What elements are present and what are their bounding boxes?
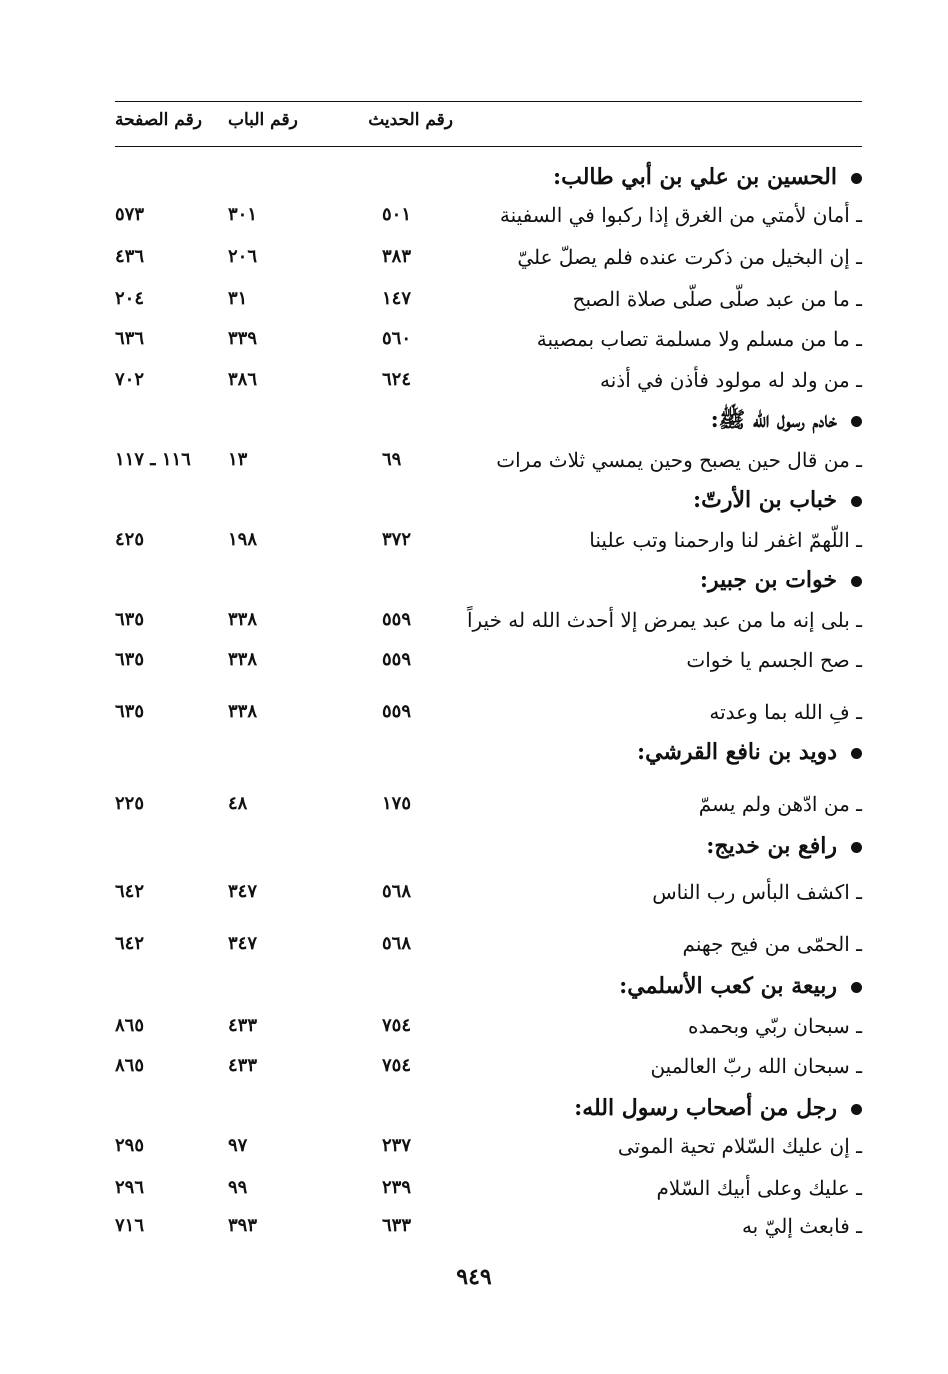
hadith-incipit: ـ أمان لأمتي من الغرق إذا ركبوا في السفينة [499, 203, 862, 227]
page-ref: ٦٣٥ [115, 649, 145, 670]
chapter-number: ٤٣٣ [228, 1055, 258, 1076]
page-ref: ٤٣٦ [115, 246, 145, 267]
hadith-entry [115, 198, 862, 238]
page-ref: ٦٣٥ [115, 609, 145, 630]
narrator-heading [115, 1091, 862, 1131]
hadith-number: ٦٣٣ [382, 1215, 412, 1236]
narrator-heading [115, 160, 862, 200]
top-rule [115, 101, 862, 102]
chapter-number: ١٩٨ [228, 529, 258, 550]
bullet-icon [851, 416, 862, 427]
hadith-number: ٧٥٤ [382, 1015, 412, 1036]
header-chapter-number: رقم الباب [228, 110, 298, 130]
page-ref: ٢٩٥ [115, 1135, 145, 1156]
hadith-number: ٢٣٩ [382, 1177, 412, 1198]
hadith-entry [115, 240, 862, 280]
hadith-incipit: ـ إن البخيل من ذكرت عنده فلم يصلّ عليّ [517, 245, 862, 269]
hadith-incipit: ـ من ولد له مولود فأذن في أذنه [600, 368, 862, 392]
header-hadith-number: رقم الحديث [368, 110, 453, 130]
header-bottom-rule [115, 146, 862, 147]
hadith-number: ٧٥٤ [382, 1055, 412, 1076]
hadith-entry [115, 363, 862, 403]
chapter-number: ٣٤٧ [228, 933, 258, 954]
hadith-number: ٥٦٠ [382, 328, 412, 349]
chapter-number: ٩٧ [228, 1135, 248, 1156]
chapter-number: ٣٣٨ [228, 701, 258, 722]
narrator-name: خوات بن جبير: [699, 567, 837, 593]
hadith-entry [115, 695, 862, 735]
chapter-number: ٣٣٨ [228, 609, 258, 630]
hadith-entry [115, 1209, 862, 1249]
hadith-number: ٥٦٨ [382, 881, 412, 902]
bullet-icon [851, 173, 862, 184]
chapter-number: ٩٩ [228, 1177, 248, 1198]
narrator-heading [115, 483, 862, 523]
hadith-number: ٣٧٢ [382, 529, 412, 550]
hadith-incipit: ـ ما من عبد صلّى صلّى صلاة الصبح [572, 287, 862, 311]
hadith-entry [115, 927, 862, 967]
page-ref: ٢٩٦ [115, 1177, 145, 1198]
narrator-heading [115, 829, 862, 869]
page-ref: ٦٣٦ [115, 328, 145, 349]
bullet-icon [851, 842, 862, 853]
hadith-incipit: ـ إن عليك السّلام تحية الموتى [617, 1134, 862, 1158]
hadith-number: ٣٨٣ [382, 246, 412, 267]
narrator-name: رافع بن خديج: [706, 833, 837, 859]
narrator-heading [115, 969, 862, 1009]
header-page-number: رقم الصفحة [115, 110, 202, 130]
chapter-number: ٣٣٨ [228, 649, 258, 670]
narrator-name: ربيعة بن كعب الأسلمي: [619, 973, 837, 999]
page-ref: ٢٠٤ [115, 288, 145, 309]
chapter-number: ٣٣٩ [228, 328, 258, 349]
hadith-incipit: ـ اللّهمّ اغفر لنا وارحمنا وتب علينا [589, 528, 862, 552]
page-ref: ٨٦٥ [115, 1055, 145, 1076]
page-ref: ٦٣٥ [115, 701, 145, 722]
bullet-icon [851, 982, 862, 993]
page-ref: ٦٤٢ [115, 933, 145, 954]
hadith-number: ٥٥٩ [382, 609, 412, 630]
narrator-name: دويد بن نافع القرشي: [637, 739, 837, 765]
heading-wrap [553, 160, 862, 194]
page-number: ٩٤٩ [456, 1264, 492, 1290]
chapter-number: ٣٩٣ [228, 1215, 258, 1236]
page-ref: ٦٤٢ [115, 881, 145, 902]
hadith-number: ١٤٧ [382, 288, 412, 309]
page-ref: ٨٦٥ [115, 1015, 145, 1036]
hadith-entry [115, 1049, 862, 1089]
hadith-incipit: ـ من قال حين يصبح وحين يمسي ثلاث مرات [496, 448, 862, 472]
hadith-number: ٥٦٨ [382, 933, 412, 954]
bullet-icon [851, 496, 862, 507]
page-ref: ٥٧٣ [115, 204, 145, 225]
heading-wrap [574, 1091, 862, 1125]
hadith-entry [115, 443, 862, 483]
chapter-number: ٣١ [228, 288, 248, 309]
hadith-number: ٥٥٩ [382, 701, 412, 722]
chapter-number: ١٣ [228, 449, 248, 470]
hadith-incipit: ـ ما من مسلم ولا مسلمة تصاب بمصيبة [536, 327, 862, 351]
chapter-number: ٣٤٧ [228, 881, 258, 902]
hadith-number: ٢٣٧ [382, 1135, 412, 1156]
page-ref: ٢٢٥ [115, 793, 145, 814]
chapter-number: ٣٨٦ [228, 369, 258, 390]
heading-wrap [706, 829, 862, 863]
page-ref: ٧١٦ [115, 1215, 145, 1236]
hadith-entry [115, 523, 862, 563]
narrator-name: الحسين بن علي بن أبي طالب: [552, 164, 837, 190]
hadith-incipit: ـ اكشف البأس رب الناس [652, 880, 862, 904]
bullet-icon [851, 748, 862, 759]
hadith-number: ١٧٥ [382, 793, 412, 814]
bullet-icon [851, 1104, 862, 1115]
hadith-number: ٥٥٩ [382, 649, 412, 670]
chapter-number: ٤٣٣ [228, 1015, 258, 1036]
page-ref: ٧٠٢ [115, 369, 145, 390]
hadith-incipit: ـ الحمّى من فيح جهنم [682, 932, 862, 956]
narrator-heading [115, 403, 862, 443]
hadith-number: ٦٩ [382, 449, 402, 470]
hadith-incipit: ـ فِ الله بما وعدته [709, 700, 862, 724]
hadith-entry [115, 1009, 862, 1049]
heading-wrap [619, 969, 862, 1003]
hadith-incipit: ـ فابعث إليّ به [741, 1214, 862, 1238]
hadith-entry [115, 643, 862, 683]
hadith-incipit: ـ سبحان الله ربّ العالمين [650, 1054, 862, 1078]
hadith-entry [115, 787, 862, 827]
hadith-incipit: ـ سبحان ربّي وبحمده [688, 1014, 862, 1038]
hadith-number: ٦٢٤ [382, 369, 412, 390]
chapter-number: ٤٨ [228, 793, 248, 814]
hadith-incipit: ـ صح الجسم يا خوات [686, 648, 862, 672]
heading-wrap [637, 735, 862, 769]
heading-wrap [700, 563, 862, 597]
narrator-name: خادم رسول الله ﷺ: [710, 407, 837, 433]
hadith-number: ٥٠١ [382, 204, 412, 225]
hadith-incipit: ـ بلى إنه ما من عبد يمرض إلا أحدث الله له خيراً [466, 608, 862, 632]
heading-wrap [711, 403, 862, 437]
page-ref: ٤٢٥ [115, 529, 145, 550]
hadith-entry [115, 875, 862, 915]
narrator-heading [115, 563, 862, 603]
chapter-number: ٣٠١ [228, 204, 258, 225]
hadith-entry [115, 1129, 862, 1169]
narrator-heading [115, 735, 862, 775]
bullet-icon [851, 576, 862, 587]
hadith-entry [115, 603, 862, 643]
narrator-name: رجل من أصحاب رسول الله: [574, 1095, 837, 1121]
page-ref: ١١٦ ـ ١١٧ [115, 449, 191, 470]
hadith-incipit: ـ عليك وعلى أبيك السّلام [656, 1176, 862, 1200]
hadith-entry [115, 282, 862, 322]
hadith-entry [115, 322, 862, 362]
hadith-entry [115, 1171, 862, 1211]
narrator-name: خباب بن الأرتّ: [693, 487, 837, 513]
hadith-incipit: ـ من ادّهن ولم يسمّ [698, 792, 862, 816]
chapter-number: ٢٠٦ [228, 246, 258, 267]
heading-wrap [693, 483, 862, 517]
